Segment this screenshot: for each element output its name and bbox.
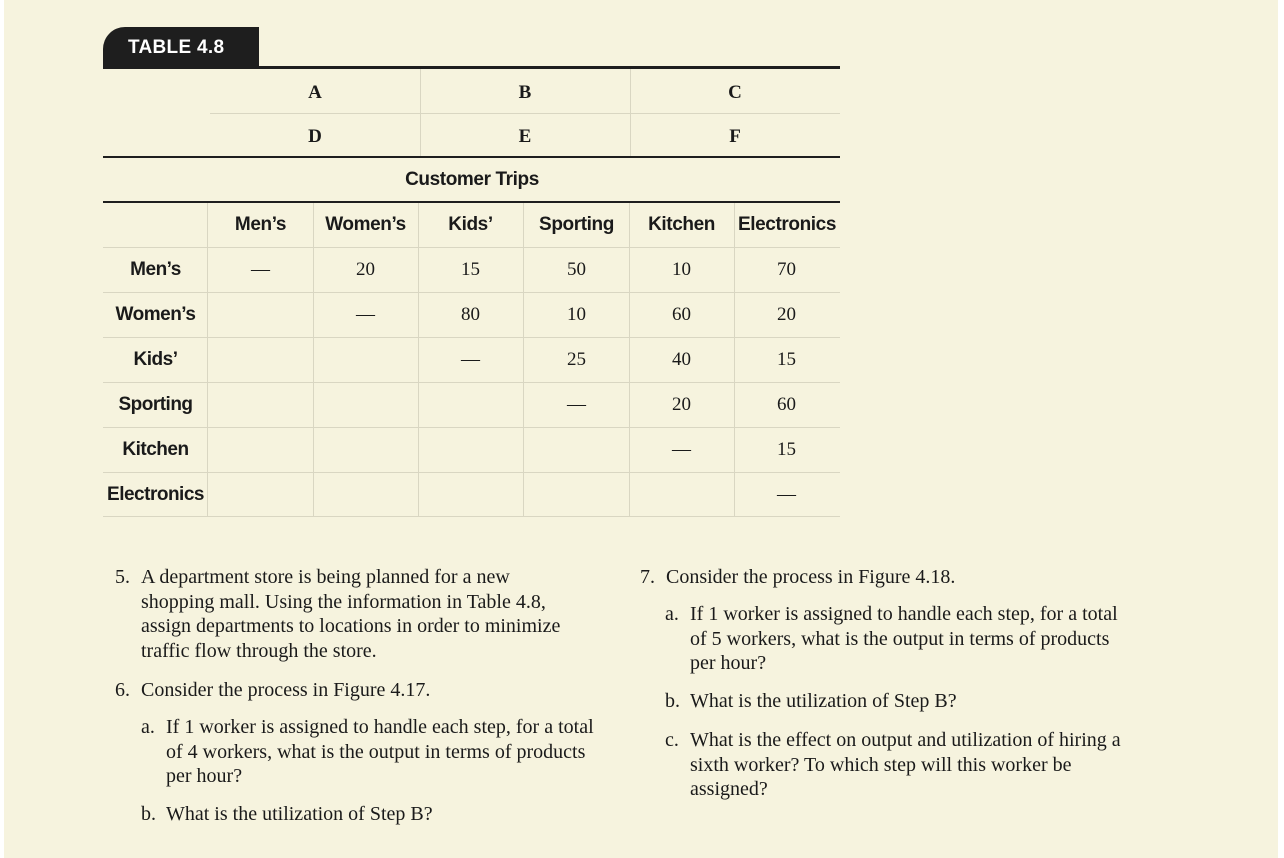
sub-question-label: b. bbox=[141, 803, 156, 825]
layout-cell-c: C bbox=[728, 82, 742, 103]
question-7 bbox=[640, 565, 1120, 590]
question-7c bbox=[665, 728, 1135, 802]
sub-question-label: a. bbox=[665, 603, 679, 625]
question-text: Consider the process in Figure 4.18. bbox=[666, 566, 956, 588]
question-7a bbox=[665, 602, 1135, 676]
sub-question-label: c. bbox=[665, 729, 679, 751]
question-text: Consider the process in Figure 4.17. bbox=[141, 679, 431, 701]
column-header-sporting: Sporting bbox=[539, 214, 614, 235]
matrix-grid-line bbox=[313, 203, 314, 516]
table-cell: 15 bbox=[777, 349, 796, 370]
table-cell: 70 bbox=[777, 259, 796, 280]
row-header-electronics: Electronics bbox=[107, 484, 204, 505]
layout-cell-b: B bbox=[518, 82, 532, 103]
title-bottom-rule bbox=[103, 201, 840, 203]
column-header-electronics: Electronics bbox=[737, 214, 837, 235]
table-cell: 60 bbox=[672, 304, 691, 325]
table-cell: — bbox=[567, 394, 586, 415]
table-top-rule bbox=[103, 66, 840, 69]
table-cell: 20 bbox=[777, 304, 796, 325]
row-header-kitchen: Kitchen bbox=[122, 439, 189, 460]
column-header-womens: Women’s bbox=[325, 214, 406, 235]
row-header-sporting: Sporting bbox=[118, 394, 193, 415]
table-cell: 60 bbox=[777, 394, 796, 415]
sub-question-text: What is the utilization of Step B? bbox=[166, 803, 433, 825]
sub-question-label: a. bbox=[141, 716, 155, 738]
column-header-kids: Kids’ bbox=[448, 214, 493, 235]
layout-cell-f: F bbox=[729, 126, 741, 147]
question-6b bbox=[141, 802, 601, 827]
table-cell: — bbox=[356, 304, 375, 325]
table-cell: 15 bbox=[461, 259, 480, 280]
table-cell: 15 bbox=[777, 439, 796, 460]
layout-bottom-rule bbox=[103, 156, 840, 158]
table-cell: — bbox=[672, 439, 691, 460]
table-cell: 20 bbox=[356, 259, 375, 280]
table-cell: — bbox=[461, 349, 480, 370]
table-cell: 20 bbox=[672, 394, 691, 415]
sub-question-label: b. bbox=[665, 690, 680, 712]
matrix-grid-line bbox=[207, 203, 208, 516]
matrix-grid-line bbox=[103, 516, 840, 517]
table-cell: — bbox=[777, 484, 796, 505]
matrix-grid-line bbox=[103, 427, 840, 428]
row-header-mens: Men’s bbox=[130, 259, 181, 280]
sub-question-text: If 1 worker is assigned to handle each step, for a total of 5 workers, what is the output in terms of products per hour? bbox=[690, 603, 1118, 674]
row-header-womens: Women’s bbox=[115, 304, 196, 325]
question-6a bbox=[141, 715, 601, 789]
question-number: 7. bbox=[640, 566, 655, 588]
table-label-tab: TABLE 4.8 bbox=[103, 27, 259, 69]
question-5 bbox=[115, 565, 585, 663]
matrix-grid-line bbox=[103, 382, 840, 383]
matrix-grid-line bbox=[103, 472, 840, 473]
question-7b bbox=[665, 689, 1135, 714]
table-cell: 40 bbox=[672, 349, 691, 370]
table-cell: 50 bbox=[567, 259, 586, 280]
table-cell: 10 bbox=[672, 259, 691, 280]
matrix-grid-line bbox=[103, 337, 840, 338]
table-cell: 25 bbox=[567, 349, 586, 370]
column-header-mens: Men’s bbox=[234, 214, 287, 235]
matrix-grid-line bbox=[103, 292, 840, 293]
layout-grid-line bbox=[210, 113, 840, 114]
table-title: Customer Trips bbox=[405, 169, 539, 190]
sub-question-text: What is the effect on output and utilization of hiring a sixth worker? To which step will this worker be assigned? bbox=[690, 729, 1121, 800]
question-text: A department store is being planned for a new shopping mall. Using the information in Table 4.8, assign departments to locations in order to minimize traffic flow through the store. bbox=[141, 566, 561, 662]
layout-cell-a: A bbox=[308, 82, 322, 103]
question-number: 5. bbox=[115, 566, 130, 588]
table-cell: 10 bbox=[567, 304, 586, 325]
table-cell: 80 bbox=[461, 304, 480, 325]
matrix-grid-line bbox=[103, 247, 840, 248]
question-number: 6. bbox=[115, 679, 130, 701]
table-cell: — bbox=[251, 259, 270, 280]
sub-question-text: What is the utilization of Step B? bbox=[690, 690, 957, 712]
sub-question-text: If 1 worker is assigned to handle each step, for a total of 4 workers, what is the output in terms of products per hour? bbox=[166, 716, 594, 787]
row-header-kids: Kids’ bbox=[133, 349, 178, 370]
question-6 bbox=[115, 678, 595, 703]
layout-cell-e: E bbox=[518, 126, 532, 147]
layout-cell-d: D bbox=[308, 126, 322, 147]
column-header-kitchen: Kitchen bbox=[648, 214, 715, 235]
